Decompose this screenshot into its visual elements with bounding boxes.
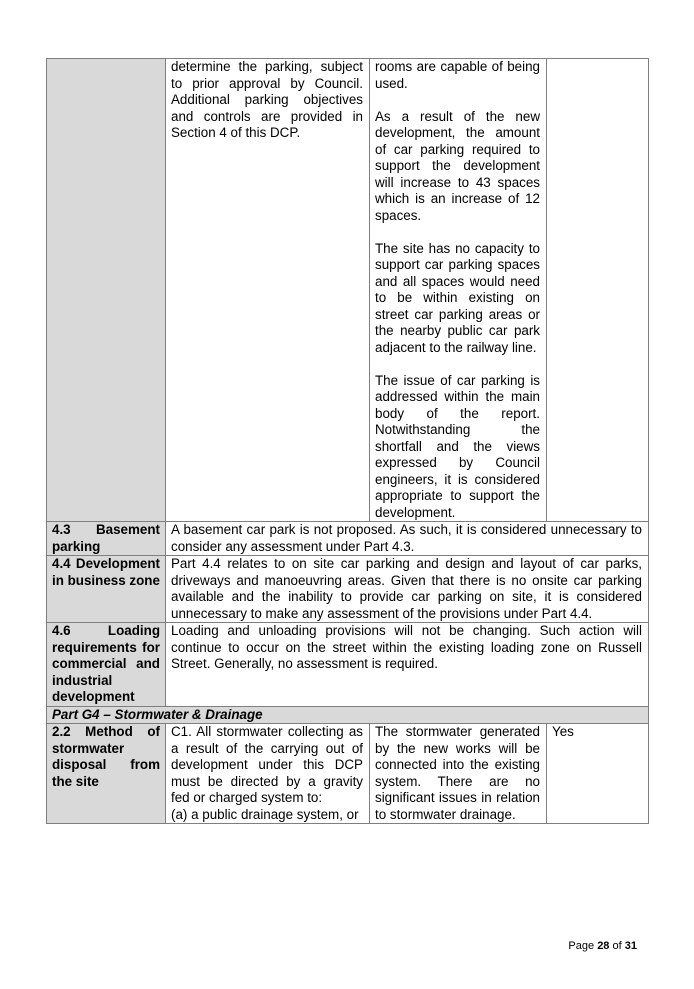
row-label: 4.6 Loading requirements for commercial and industrial development (47, 623, 166, 707)
comment-paragraph: The stormwater generated by the new works will be connected into the existing system. There are no significant issues in relation to stormwater drainage. (375, 724, 540, 822)
control-text: C1. All stormwater collecting as a result of the carrying out of development under this DCP must be directed by a gravity fed or charged system to: (171, 724, 363, 805)
comment-paragraph: The issue of car parking is addressed within the main body of the report. Notwithstanding the shortfall and the views expressed by Council engineers, it is considered appropriate to support the development. (375, 372, 540, 520)
comment-paragraph: rooms are capable of being used. (375, 59, 540, 91)
row-text: Part 4.4 relates to on site car parking and design and layout of car parks, driveways and manoeuvring areas. Given that there is no onsite car parking available and the inability to provide car parking on site, it is considered unnecessary to make any assessment of the provisions under Part 4.4. (166, 556, 649, 623)
page-footer (568, 940, 637, 952)
section-header-row (47, 706, 649, 724)
table-row-4-6 (47, 623, 649, 707)
dcp-assessment-table (46, 58, 649, 824)
comment-cell (370, 59, 547, 522)
control-cell (166, 59, 370, 522)
page-current: 28 (597, 940, 610, 952)
compliance-cell: Yes (547, 724, 649, 824)
table-row-4-4 (47, 556, 649, 623)
page-of: of (612, 940, 622, 952)
page-total: 31 (624, 940, 637, 952)
row-text: Loading and unloading provisions will not be changing. Such action will continue to occur on the street within the existing loading zone on Russell Street. Generally, no assessment is required. (166, 623, 649, 707)
section-title: Part G4 – Stormwater & Drainage (47, 706, 649, 724)
table-row-2-2 (47, 724, 649, 824)
row-text: A basement car park is not proposed. As such, it is considered unnecessary to consider any assessment under Part 4.3. (166, 522, 649, 556)
row-label-empty (47, 59, 166, 522)
comment-cell (370, 724, 547, 824)
control-text: (a) a public drainage system, or (171, 806, 359, 822)
comment-paragraph: The site has no capacity to support car parking spaces and all spaces would need to be within existing on street car parking areas or the nearby public car park adjacent to the railway line. (375, 240, 540, 355)
page-prefix: Page (568, 940, 595, 952)
control-text: determine the parking, subject to prior approval by Council. Additional parking objectives and controls are provided in Section 4 of this DCP. (171, 59, 363, 140)
table-row-parking-continued (47, 59, 649, 522)
row-label: 2.2 Method of stormwater disposal from the site (47, 724, 166, 824)
row-label: 4.3 Basement parking (47, 522, 166, 556)
comment-paragraph: As a result of the new development, the amount of car parking required to support the development will increase to 43 spaces which is an increase of 12 spaces. (375, 108, 540, 223)
control-cell (166, 724, 370, 824)
row-label: 4.4 Development in business zone (47, 556, 166, 623)
table-row-4-3 (47, 522, 649, 556)
compliance-cell (547, 59, 649, 522)
